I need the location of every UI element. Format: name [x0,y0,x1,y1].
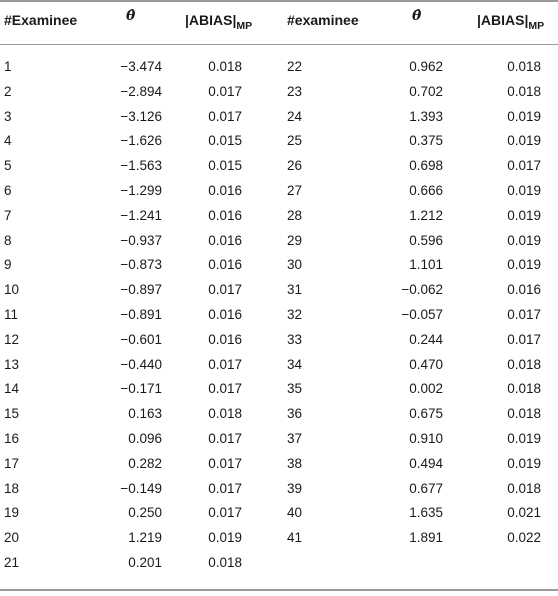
theta-value: −0.057 [401,307,443,322]
header-abias-right [477,12,545,32]
abias-value: 0.015 [208,133,242,149]
abias-value: 0.017 [208,83,242,99]
examinee-number: 27 [287,183,303,198]
examinee-number: 39 [287,480,303,496]
examinee-number: 4 [4,133,12,149]
examinee-number: 29 [287,232,303,248]
abias-value: 0.017 [208,480,242,496]
table-bottom-rule [0,589,558,591]
examinee-number: 15 [4,406,20,422]
table-row [0,328,558,352]
abias-value: 0.015 [208,158,242,174]
table-row [0,377,558,401]
table-row [0,154,558,178]
theta-value: −1.241 [120,207,162,223]
theta-value: 0.962 [409,59,443,74]
abias-value: 0.016 [507,282,541,298]
abias-value: 0.016 [208,183,242,198]
table-row [0,55,558,79]
abias-value: 0.019 [507,431,541,446]
theta-value: 1.101 [409,257,443,273]
examinee-number: 2 [4,83,12,99]
abias-value: 0.016 [208,331,242,347]
examinee-number: 31 [287,282,303,298]
examinee-number: 41 [287,530,303,546]
abias-value: 0.016 [208,207,242,223]
theta-value: 0.910 [409,431,443,446]
examinee-number: 22 [287,59,303,74]
theta-value: −1.626 [120,133,162,149]
abias-value: 0.019 [507,108,541,124]
abias-value: 0.018 [507,59,541,74]
abias-value: 0.017 [507,158,541,174]
theta-value: 0.596 [409,232,443,248]
theta-value: 0.282 [128,455,162,471]
abias-value: 0.019 [507,232,541,248]
table-row [0,526,558,550]
table-row [0,427,558,451]
theta-value: −1.299 [120,183,162,198]
abias-value: 0.016 [208,307,242,322]
examinee-number: 36 [287,406,303,422]
examinee-number: 30 [287,257,303,273]
theta-value: −3.126 [120,108,162,124]
table-row [0,501,558,525]
table-row [0,204,558,228]
theta-value: 0.698 [409,158,443,174]
abias-value: 0.017 [208,282,242,298]
table-row [0,303,558,327]
theta-value: −0.149 [120,480,162,496]
examinee-number: 23 [287,83,303,99]
header-abias-left [185,12,253,32]
examinee-number: 18 [4,480,20,496]
theta-value: 1.219 [128,530,162,546]
theta-value: 0.250 [128,505,162,521]
theta-value: −0.171 [120,381,162,397]
examinee-number: 28 [287,207,303,223]
abias-value: 0.017 [208,381,242,397]
table-row [0,278,558,302]
theta-value: 0.375 [409,133,443,149]
abias-value: 0.017 [507,331,541,347]
abias-value: 0.018 [208,555,242,570]
examinee-number: 13 [4,356,20,372]
abias-value: 0.018 [507,406,541,422]
examinee-number: 11 [4,307,19,322]
examinee-number: 17 [4,455,20,471]
examinee-number: 33 [287,331,303,347]
abias-value: 0.017 [208,431,242,446]
theta-value: 0.002 [409,381,443,397]
examinee-number: 21 [4,555,20,570]
table-row [0,551,558,575]
header-theta-left: θ̂ [126,8,136,24]
abias-value: 0.021 [507,505,541,521]
header-abias-right-text: |ABIAS| [477,12,529,28]
theta-value: 1.393 [409,108,443,124]
examinee-number: 8 [4,232,12,248]
header-abias-left-text: |ABIAS| [185,12,237,28]
abias-value: 0.022 [507,530,541,546]
abias-value: 0.018 [208,59,242,74]
examinee-number: 26 [287,158,303,174]
theta-value: −0.937 [120,232,162,248]
theta-value: −1.563 [120,158,162,174]
examinee-number: 25 [287,133,303,149]
theta-value: −0.891 [120,307,162,322]
abias-value: 0.018 [208,406,242,422]
abias-value: 0.019 [507,455,541,471]
abias-value: 0.019 [507,207,541,223]
table-row [0,353,558,377]
abias-value: 0.016 [208,257,242,273]
examinee-number: 35 [287,381,303,397]
table-row [0,402,558,426]
abias-value: 0.018 [507,83,541,99]
examinee-number: 3 [4,108,12,124]
table-top-rule [0,0,558,2]
abias-value: 0.019 [507,133,541,149]
examinee-number: 24 [287,108,303,124]
examinee-number: 5 [4,158,12,174]
theta-value: −3.474 [120,59,162,74]
theta-value: 0.702 [409,83,443,99]
examinee-number: 14 [4,381,20,397]
theta-value: 1.635 [409,505,443,521]
header-theta-right: θ̂ [412,8,422,24]
theta-value: 0.244 [409,331,443,347]
abias-value: 0.017 [208,455,242,471]
examinee-number: 20 [4,530,20,546]
abias-value: 0.018 [507,381,541,397]
theta-value: 1.891 [409,530,443,546]
table-row [0,129,558,153]
table-row [0,452,558,476]
examinee-number: 19 [4,505,20,521]
theta-value: 0.675 [409,406,443,422]
header-abias-right-sub: MP [528,20,545,32]
table-row [0,105,558,129]
examinee-number: 10 [4,282,20,298]
abias-value: 0.017 [208,108,242,124]
examinee-number: 38 [287,455,303,471]
theta-value: 0.163 [128,406,162,422]
header-examinee-left: #Examinee [4,12,78,28]
examinee-number: 12 [4,331,20,347]
abias-value: 0.018 [507,480,541,496]
theta-value: 0.666 [409,183,443,198]
table-row [0,229,558,253]
examinee-number: 34 [287,356,303,372]
examinee-number: 40 [287,505,303,521]
examinee-number: 32 [287,307,303,322]
theta-value: −0.897 [120,282,162,298]
examinee-number: 9 [4,257,12,273]
theta-value: 0.096 [128,431,162,446]
theta-value: −0.440 [120,356,162,372]
examinee-number: 6 [4,183,12,198]
header-abias-left-sub: MP [236,20,253,32]
header-examinee-right: #examinee [287,12,359,28]
theta-value: 0.201 [128,555,162,570]
table-row [0,477,558,501]
abias-value: 0.019 [208,530,242,546]
abias-value: 0.018 [507,356,541,372]
table-row [0,179,558,203]
theta-value: −0.873 [120,257,162,273]
theta-value: −2.894 [120,83,162,99]
theta-value: 0.677 [409,480,443,496]
examinee-number: 7 [4,207,12,223]
theta-value: 0.494 [409,455,443,471]
abias-value: 0.017 [208,356,242,372]
table-header-rule [0,44,558,45]
examinee-number: 16 [4,431,20,446]
abias-value: 0.016 [208,232,242,248]
examinee-number: 1 [4,59,12,74]
abias-value: 0.019 [507,183,541,198]
theta-value: 1.212 [409,207,443,223]
examinee-number: 37 [287,431,303,446]
theta-value: 0.470 [409,356,443,372]
abias-value: 0.017 [208,505,242,521]
table-row [0,80,558,104]
theta-value: −0.062 [401,282,443,298]
abias-value: 0.019 [507,257,541,273]
table-row [0,253,558,277]
theta-value: −0.601 [120,331,162,347]
abias-value: 0.017 [507,307,541,322]
